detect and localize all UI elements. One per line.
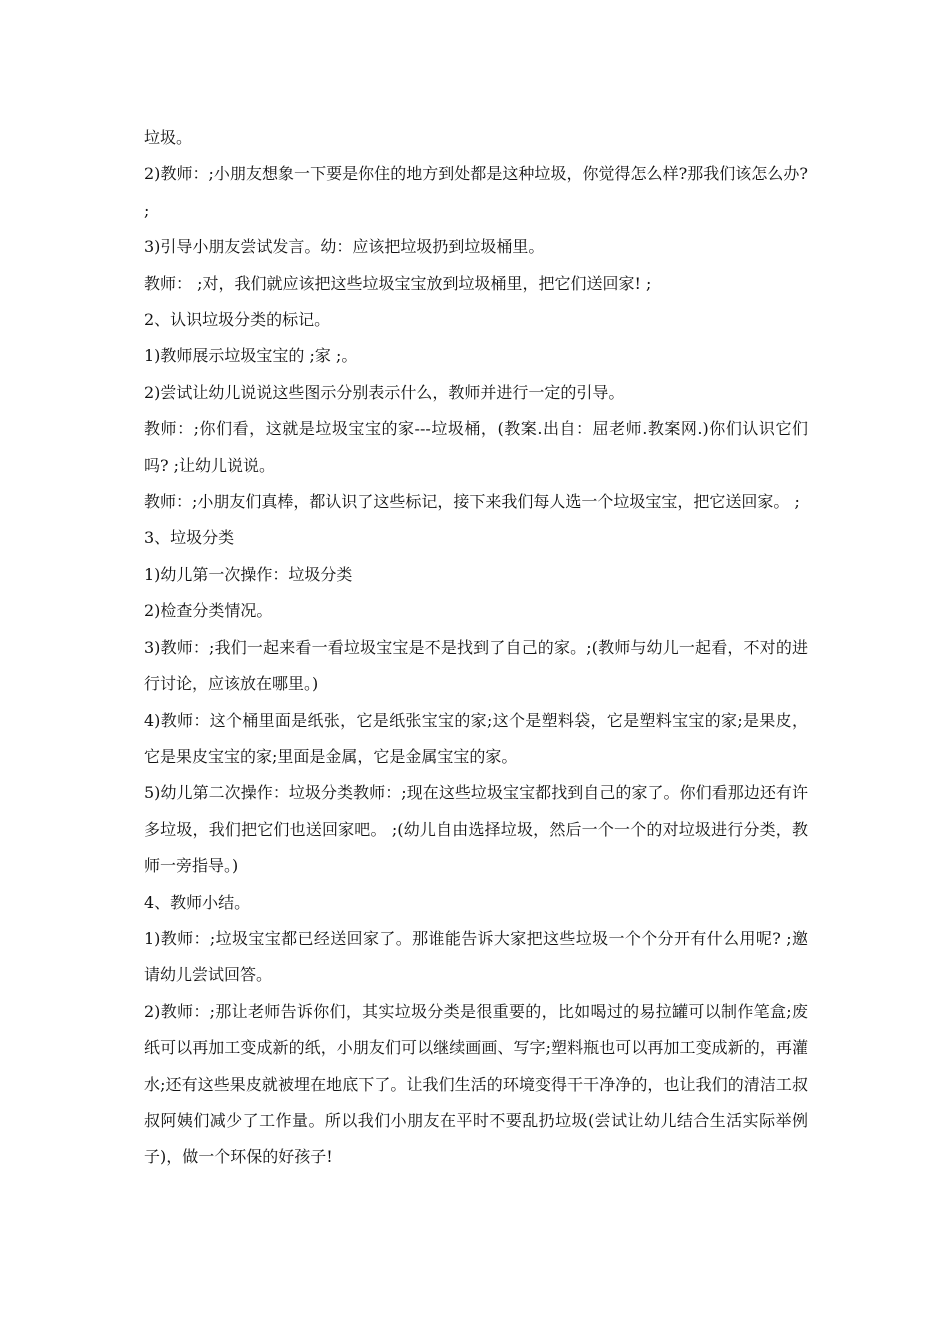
paragraph-teacher-bin-types: 4)教师：这个桶里面是纸张，它是纸张宝宝的家;这个是塑料袋，它是塑料宝宝的家;是果皮，它是果皮宝宝的家;里面是金属，它是金属宝宝的家。 (144, 710, 808, 766)
paragraph-summary-question: 1)教师：;垃圾宝宝都已经送回家了。那谁能告诉大家把这些垃圾一个个分开有什么用呢? ;邀请幼儿尝试回答。 (144, 928, 808, 985)
paragraph-continuation: 垃圾。 (144, 128, 193, 147)
paragraph-guide-speak: 3)引导小朋友尝试发言。幼：应该把垃圾扔到垃圾桶里。 (144, 237, 545, 257)
paragraph-first-operation: 1)幼儿第一次操作：垃圾分类 (144, 564, 353, 584)
paragraph-teacher-response: 教师： ;对，我们就应该把这些垃圾宝宝放到垃圾桶里，把它们送回家! ; (144, 273, 652, 293)
paragraph-teacher-question: 2)教师：;小朋友想象一下要是你住的地方到处都是这种垃圾，你觉得怎么样?那我们该怎么办? ; (144, 164, 808, 220)
section-heading-2: 2、认识垃圾分类的标记。 (144, 310, 331, 330)
document-body (144, 120, 808, 1176)
paragraph-teacher-look: 3)教师：;我们一起来看一看垃圾宝宝是不是找到了自己的家。;(教师与幼儿一起看，不对的进行讨论，应该放在哪里。) (144, 637, 808, 694)
paragraph-explain-icons: 2)尝试让幼儿说说这些图示分别表示什么，教师并进行一定的引导。 (144, 382, 625, 402)
paragraph-show-home: 1)教师展示垃圾宝宝的 ;家 ;。 (144, 346, 358, 366)
paragraph-second-operation: 5)幼儿第二次操作：垃圾分类教师：;现在这些垃圾宝宝都找到自己的家了。你们看那边还有许多垃圾，我们把它们也送回家吧。 ;(幼儿自由选择垃圾，然后一个一个的对垃圾进行分类，教师一旁指导。) (144, 783, 808, 876)
section-heading-4: 4、教师小结。 (144, 892, 251, 912)
paragraph-teacher-bins: 教师：;你们看，这就是垃圾宝宝的家---垃圾桶，(教案.出自：屈老师.教案网.)你们认识它们吗? ;让幼儿说说。 (144, 419, 808, 475)
paragraph-summary-explain: 2)教师：;那让老师告诉你们，其实垃圾分类是很重要的，比如喝过的易拉罐可以制作笔盒;废纸可以再加工变成新的纸，小朋友们可以继续画画、写字;塑料瓶也可以再加工变成新的，再灌水;还有这些果皮就被埋在地底下了。让我们生活的环境变得干干净净的，也让我们的清洁工叔叔阿姨们减少了工作量。所以我们小朋友在平时不要乱扔垃圾(尝试让幼儿结合生活实际举例子)，做一个环保的好孩子! (144, 1001, 808, 1167)
section-heading-3: 3、垃圾分类 (144, 528, 235, 548)
paragraph-teacher-praise: 教师：;小朋友们真棒，都认识了这些标记，接下来我们每人选一个垃圾宝宝，把它送回家。 ; (144, 492, 800, 512)
paragraph-check: 2)检查分类情况。 (144, 601, 273, 621)
